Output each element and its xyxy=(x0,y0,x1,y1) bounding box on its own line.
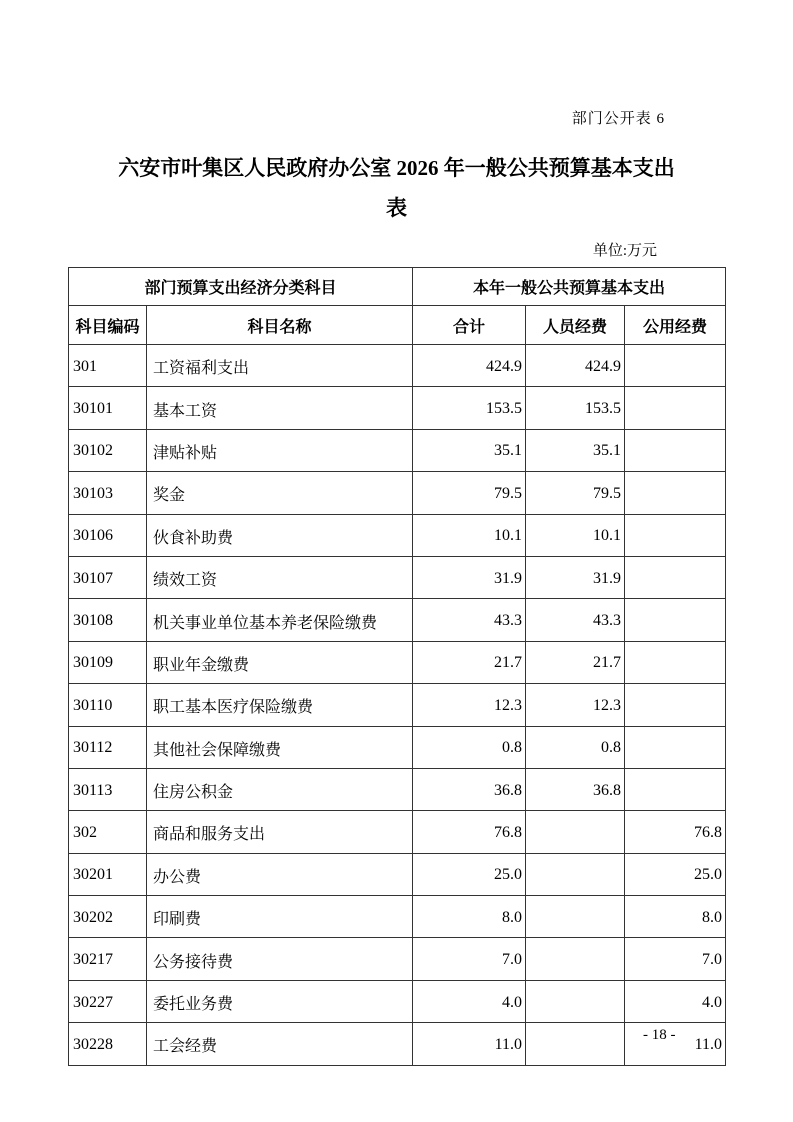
cell-subject-name: 职业年金缴费 xyxy=(147,641,413,683)
cell-total: 8.0 xyxy=(413,896,526,938)
cell-subject-code: 30107 xyxy=(69,556,147,598)
cell-subject-code: 30103 xyxy=(69,472,147,514)
table-row xyxy=(69,896,726,938)
cell-public-funds xyxy=(625,768,726,810)
cell-total: 76.8 xyxy=(413,811,526,853)
unit-label: 单位:万元 xyxy=(592,243,657,259)
table-row xyxy=(69,811,726,853)
cell-total: 4.0 xyxy=(413,980,526,1022)
cell-subject-code: 30101 xyxy=(69,387,147,429)
cell-public-funds xyxy=(625,429,726,471)
cell-personnel-funds: 43.3 xyxy=(526,599,625,641)
page-title-line2: 表 xyxy=(386,196,407,220)
page-title xyxy=(0,148,793,228)
col-header-personnel-funds: 人员经费 xyxy=(526,306,625,345)
cell-subject-name: 工资福利支出 xyxy=(147,345,413,387)
cell-subject-name: 伙食补助费 xyxy=(147,514,413,556)
cell-subject-name: 机关事业单位基本养老保险缴费 xyxy=(147,599,413,641)
cell-total: 11.0 xyxy=(413,1023,526,1065)
cell-subject-code: 301 xyxy=(69,345,147,387)
group-header-classification: 部门预算支出经济分类科目 xyxy=(69,268,413,306)
cell-personnel-funds: 31.9 xyxy=(526,556,625,598)
cell-personnel-funds: 424.9 xyxy=(526,345,625,387)
cell-personnel-funds: 79.5 xyxy=(526,472,625,514)
cell-total: 43.3 xyxy=(413,599,526,641)
cell-public-funds xyxy=(625,641,726,683)
table-body xyxy=(69,345,726,1066)
col-header-total: 合计 xyxy=(413,306,526,345)
cell-personnel-funds xyxy=(526,980,625,1022)
cell-subject-code: 30109 xyxy=(69,641,147,683)
cell-subject-code: 30201 xyxy=(69,853,147,895)
cell-subject-code: 30112 xyxy=(69,726,147,768)
cell-subject-code: 30227 xyxy=(69,980,147,1022)
cell-total: 31.9 xyxy=(413,556,526,598)
cell-subject-name: 基本工资 xyxy=(147,387,413,429)
col-header-subject-name: 科目名称 xyxy=(147,306,413,345)
cell-subject-name: 印刷费 xyxy=(147,896,413,938)
cell-subject-code: 30113 xyxy=(69,768,147,810)
cell-public-funds xyxy=(625,726,726,768)
cell-subject-name: 委托业务费 xyxy=(147,980,413,1022)
cell-subject-name: 津贴补贴 xyxy=(147,429,413,471)
table-row xyxy=(69,938,726,980)
cell-total: 424.9 xyxy=(413,345,526,387)
cell-personnel-funds xyxy=(526,896,625,938)
cell-personnel-funds: 35.1 xyxy=(526,429,625,471)
table-row xyxy=(69,641,726,683)
cell-total: 153.5 xyxy=(413,387,526,429)
cell-subject-name: 住房公积金 xyxy=(147,768,413,810)
cell-personnel-funds: 21.7 xyxy=(526,641,625,683)
table-row xyxy=(69,429,726,471)
page-title-line1: 六安市叶集区人民政府办公室 2026 年一般公共预算基本支出 xyxy=(118,156,675,180)
table-group-header-row xyxy=(69,268,726,306)
cell-subject-name: 奖金 xyxy=(147,472,413,514)
cell-total: 35.1 xyxy=(413,429,526,471)
cell-subject-code: 30102 xyxy=(69,429,147,471)
table-row xyxy=(69,472,726,514)
cell-subject-name: 商品和服务支出 xyxy=(147,811,413,853)
budget-table xyxy=(68,267,726,1066)
cell-subject-name: 工会经费 xyxy=(147,1023,413,1065)
cell-subject-code: 30110 xyxy=(69,684,147,726)
cell-public-funds xyxy=(625,345,726,387)
cell-public-funds: 7.0 xyxy=(625,938,726,980)
cell-total: 0.8 xyxy=(413,726,526,768)
cell-personnel-funds xyxy=(526,811,625,853)
cell-personnel-funds: 0.8 xyxy=(526,726,625,768)
table-row xyxy=(69,387,726,429)
cell-public-funds xyxy=(625,556,726,598)
doc-note: 部门公开表 6 xyxy=(571,111,665,127)
cell-public-funds: 11.0 xyxy=(625,1023,726,1065)
cell-public-funds xyxy=(625,599,726,641)
cell-public-funds: 4.0 xyxy=(625,980,726,1022)
cell-subject-name: 职工基本医疗保险缴费 xyxy=(147,684,413,726)
table-row xyxy=(69,599,726,641)
col-header-public-funds: 公用经费 xyxy=(625,306,726,345)
table-row xyxy=(69,1023,726,1065)
cell-subject-code: 30228 xyxy=(69,1023,147,1065)
cell-public-funds: 25.0 xyxy=(625,853,726,895)
table-column-header-row xyxy=(69,306,726,345)
table-row xyxy=(69,726,726,768)
table-row xyxy=(69,514,726,556)
cell-subject-name: 办公费 xyxy=(147,853,413,895)
cell-personnel-funds: 36.8 xyxy=(526,768,625,810)
table-row xyxy=(69,684,726,726)
cell-subject-name: 公务接待费 xyxy=(147,938,413,980)
cell-subject-name: 绩效工资 xyxy=(147,556,413,598)
cell-subject-code: 30202 xyxy=(69,896,147,938)
cell-personnel-funds xyxy=(526,1023,625,1065)
cell-public-funds xyxy=(625,514,726,556)
page-number: - 18 - xyxy=(643,1027,676,1043)
table-row xyxy=(69,768,726,810)
cell-subject-code: 30217 xyxy=(69,938,147,980)
cell-public-funds xyxy=(625,684,726,726)
group-header-current-year: 本年一般公共预算基本支出 xyxy=(413,268,726,306)
cell-public-funds: 8.0 xyxy=(625,896,726,938)
table-row xyxy=(69,980,726,1022)
col-header-subject-code: 科目编码 xyxy=(69,306,147,345)
cell-total: 79.5 xyxy=(413,472,526,514)
cell-personnel-funds xyxy=(526,938,625,980)
table-row xyxy=(69,556,726,598)
cell-public-funds xyxy=(625,472,726,514)
cell-public-funds: 76.8 xyxy=(625,811,726,853)
cell-subject-code: 30108 xyxy=(69,599,147,641)
table-header xyxy=(69,268,726,345)
cell-subject-code: 302 xyxy=(69,811,147,853)
cell-public-funds xyxy=(625,387,726,429)
cell-subject-name: 其他社会保障缴费 xyxy=(147,726,413,768)
cell-personnel-funds: 10.1 xyxy=(526,514,625,556)
cell-personnel-funds: 12.3 xyxy=(526,684,625,726)
cell-personnel-funds xyxy=(526,853,625,895)
table-row xyxy=(69,853,726,895)
cell-total: 12.3 xyxy=(413,684,526,726)
cell-total: 7.0 xyxy=(413,938,526,980)
cell-total: 10.1 xyxy=(413,514,526,556)
cell-subject-code: 30106 xyxy=(69,514,147,556)
cell-total: 25.0 xyxy=(413,853,526,895)
cell-total: 21.7 xyxy=(413,641,526,683)
cell-personnel-funds: 153.5 xyxy=(526,387,625,429)
cell-total: 36.8 xyxy=(413,768,526,810)
table-row xyxy=(69,345,726,387)
